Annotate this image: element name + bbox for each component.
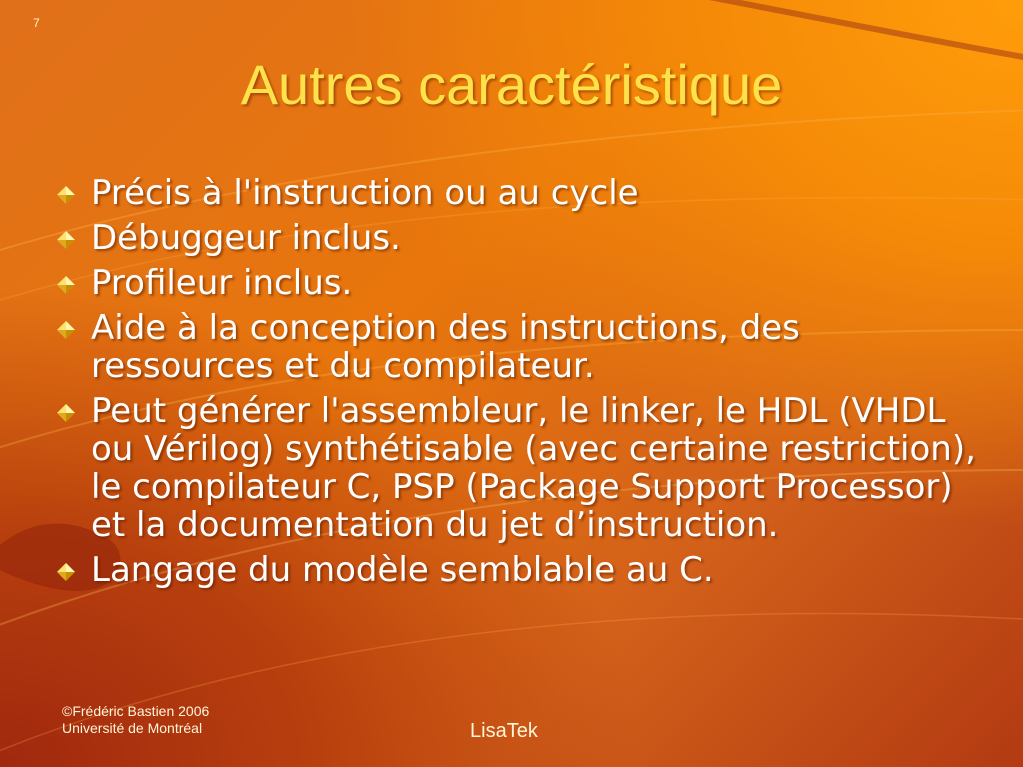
bullet-item <box>56 264 976 302</box>
bullet-item <box>56 551 976 589</box>
slide-number: 7 <box>33 16 40 30</box>
bullet-item <box>56 174 976 212</box>
diamond-bullet-icon <box>56 562 76 582</box>
diamond-bullet-icon <box>56 275 76 295</box>
bullet-item <box>56 309 976 385</box>
bullet-text: Profileur inclus. <box>91 263 353 303</box>
bullet-text: Langage du modèle semblable au C. <box>91 550 714 590</box>
bullet-text: Précis à l'instruction ou au cycle <box>91 173 639 213</box>
slide-title: Autres caractéristique <box>240 53 783 116</box>
bullet-text: Aide à la conception des instructions, des ressources et du compilateur. <box>91 308 800 386</box>
footer-copyright <box>62 703 209 737</box>
institution-line: Université de Montréal <box>62 720 203 736</box>
copyright-line: ©Frédéric Bastien 2006 <box>62 703 210 719</box>
diamond-bullet-icon <box>56 185 76 205</box>
bullet-text: Peut générer l'assembleur, le linker, le HDL (VHDL ou Vérilog) synthétisable (avec certaine restriction), le compilateur C, PSP (Package Support Processor) et la documentation du jet d’instruction. <box>91 391 976 545</box>
diamond-bullet-icon <box>56 320 76 340</box>
bullet-item <box>56 219 976 257</box>
bullet-list <box>56 174 976 596</box>
bullet-text: Débuggeur inclus. <box>91 218 401 258</box>
footer-center-text: LisaTek <box>470 720 538 742</box>
diamond-bullet-icon <box>56 403 76 423</box>
diamond-bullet-icon <box>56 230 76 250</box>
bullet-item <box>56 392 976 544</box>
